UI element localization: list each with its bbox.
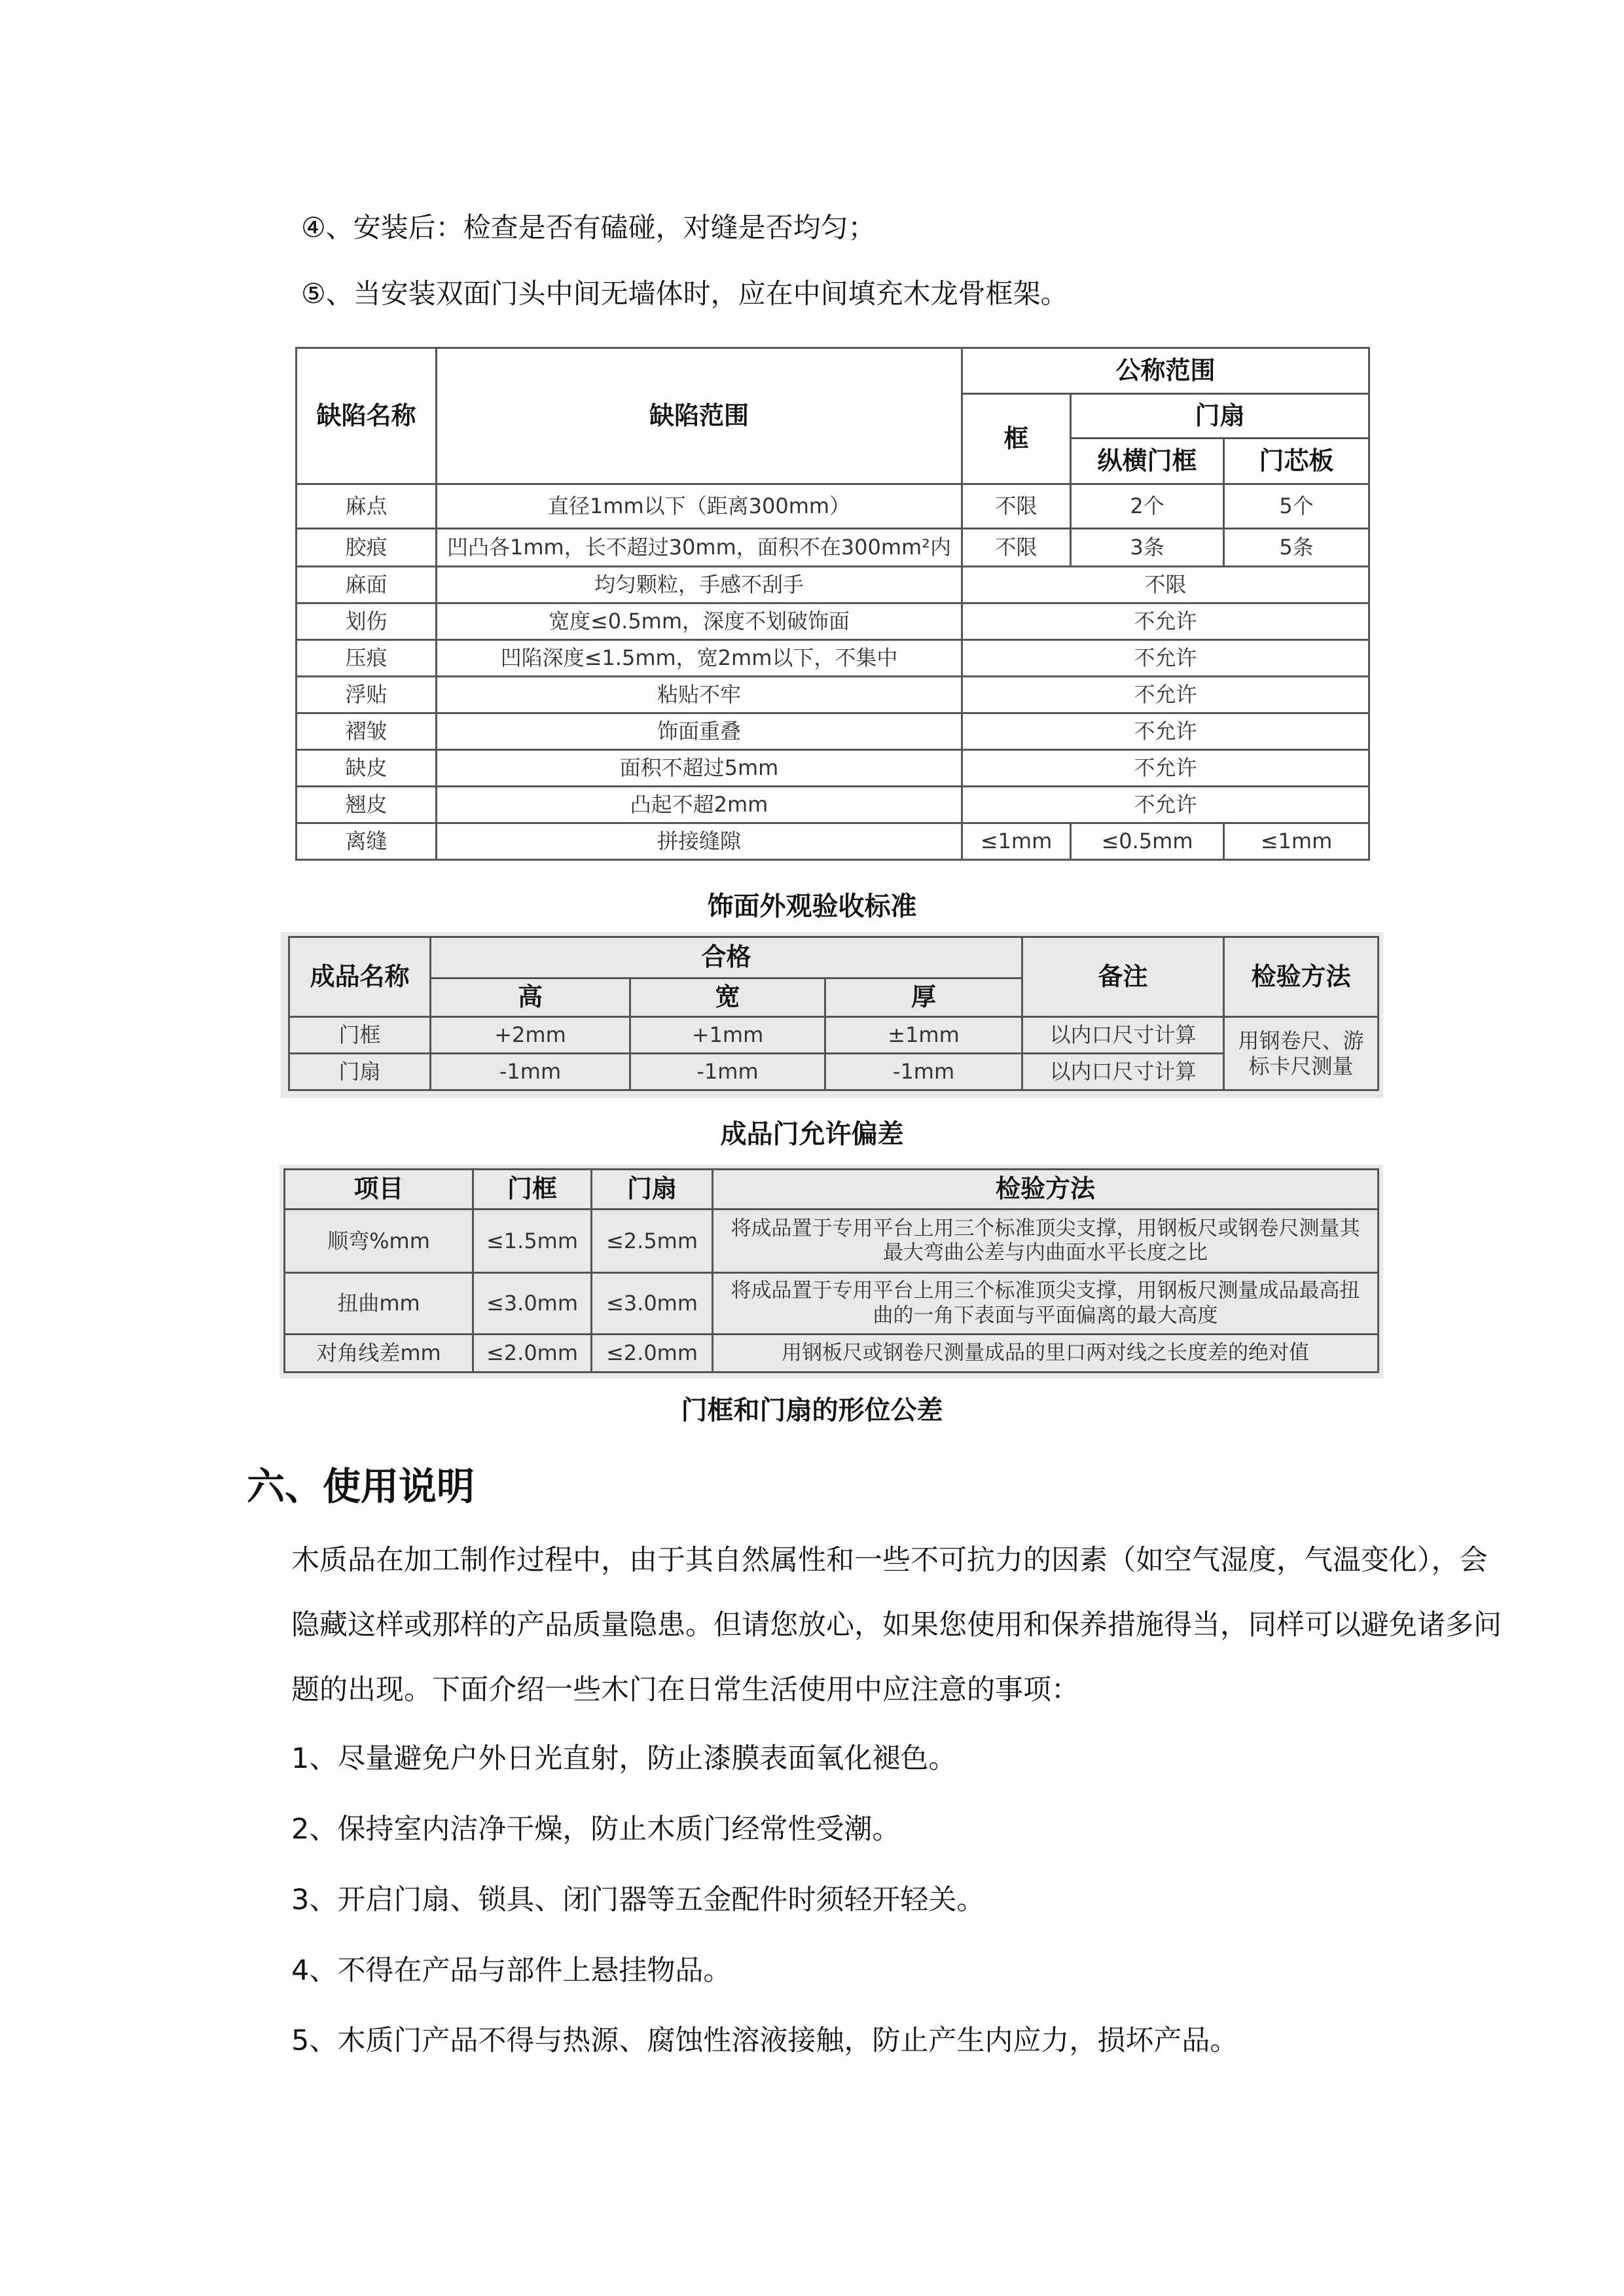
table-cell: 用钢卷尺、游标卡尺测量: [1224, 1017, 1379, 1090]
header-cell: 框: [962, 394, 1071, 484]
table-cell: 粘贴不牢: [437, 677, 962, 713]
header-cell: 宽: [630, 978, 825, 1017]
table-row: [297, 750, 1369, 787]
header-cell: 门芯板: [1224, 439, 1369, 484]
list-item: 1、尽量避免户外日光直射，防止漆膜表面氧化褪色。: [291, 1742, 957, 1775]
table-cell: 褶皱: [297, 713, 437, 750]
table-cell: -1mm: [431, 1054, 630, 1090]
list-item: 5、木质门产品不得与热源、腐蚀性溶液接触，防止产生内应力，损坏产品。: [291, 2024, 1238, 2057]
table-row: [297, 567, 1369, 603]
table-cell: 不允许: [962, 713, 1369, 750]
header-cell: 高: [431, 978, 630, 1017]
table-row: [297, 713, 1369, 750]
table3-caption: 门框和门扇的形位公差: [681, 1395, 943, 1426]
table-cell: ≤3.0mm: [473, 1273, 592, 1335]
table-cell: 浮贴: [297, 677, 437, 713]
header-cell: 缺陷名称: [297, 348, 437, 484]
header-cell: 厚: [825, 978, 1022, 1017]
paragraph-line: 题的出现。下面介绍一些木门在日常生活使用中应注意的事项：: [291, 1674, 1079, 1706]
door-tolerance-table: [288, 936, 1379, 1091]
table-cell: 门框: [289, 1017, 431, 1054]
table-cell: 麻点: [297, 484, 437, 529]
table-cell: 均匀颗粒，手感不刮手: [437, 567, 962, 603]
paragraph-line: 木质品在加工制作过程中，由于其自然属性和一些不可抗力的因素（如空气湿度，气温变化），会: [291, 1544, 1488, 1577]
table-row: [297, 823, 1369, 860]
table-cell: 不限: [962, 529, 1071, 567]
table-cell: 不限: [962, 567, 1369, 603]
table-cell: 胶痕: [297, 529, 437, 567]
header-cell: 检验方法: [713, 1170, 1379, 1210]
header-row: [297, 348, 1369, 394]
table-cell: 直径1mm以下（距离300mm）: [437, 484, 962, 529]
table-row: [289, 1017, 1379, 1054]
table-cell: 对角线差mm: [285, 1335, 473, 1372]
header-row: [285, 1170, 1379, 1210]
table-cell: 凸起不超2mm: [437, 787, 962, 823]
table-cell: ≤2.0mm: [592, 1335, 713, 1372]
table-cell: 缺皮: [297, 750, 437, 787]
table1-caption: 饰面外观验收标准: [707, 891, 917, 922]
table-row: [285, 1210, 1379, 1273]
table-cell: 划伤: [297, 603, 437, 640]
table-row: [285, 1273, 1379, 1335]
table-cell: 不允许: [962, 750, 1369, 787]
header-cell: 缺陷范围: [437, 348, 962, 484]
table-row: [297, 640, 1369, 677]
table-cell: ≤2.0mm: [473, 1335, 592, 1372]
table-row: [289, 1054, 1379, 1090]
table-cell: +1mm: [630, 1017, 825, 1054]
list-item: 4、不得在产品与部件上悬挂物品。: [291, 1954, 732, 1987]
table-cell: 以内口尺寸计算: [1022, 1054, 1224, 1090]
table-cell: 以内口尺寸计算: [1022, 1017, 1224, 1054]
table-cell: 不允许: [962, 640, 1369, 677]
table-cell: 面积不超过5mm: [437, 750, 962, 787]
header-cell: 门扇: [1071, 394, 1369, 439]
table-row: [285, 1335, 1379, 1372]
header-cell: 门框: [473, 1170, 592, 1210]
table-cell: ≤1.5mm: [473, 1210, 592, 1273]
table-cell: -1mm: [630, 1054, 825, 1090]
table-cell: 麻面: [297, 567, 437, 603]
table-cell: 3条: [1071, 529, 1224, 567]
paragraph-line: 隐藏这样或那样的产品质量隐患。但请您放心，如果您使用和保养措施得当，同样可以避免诸多问: [291, 1609, 1502, 1641]
table-cell: ≤1mm: [1224, 823, 1369, 860]
table2-caption: 成品门允许偏差: [720, 1119, 904, 1149]
table-cell: 压痕: [297, 640, 437, 677]
list-item: 2、保持室内洁净干燥，防止木质门经常性受潮。: [291, 1813, 901, 1846]
table-cell: ±1mm: [825, 1017, 1022, 1054]
table-cell: +2mm: [431, 1017, 630, 1054]
table-cell: 翘皮: [297, 787, 437, 823]
table-row: [297, 529, 1369, 567]
table-cell: 门扇: [289, 1054, 431, 1090]
table-cell: ≤1mm: [962, 823, 1071, 860]
table-cell: 凹陷深度≤1.5mm，宽2mm以下，不集中: [437, 640, 962, 677]
table-cell: 5条: [1224, 529, 1369, 567]
header-cell: 门扇: [592, 1170, 713, 1210]
header-cell: 项目: [285, 1170, 473, 1210]
form-tolerance-table: [283, 1168, 1379, 1373]
header-row: [289, 937, 1379, 978]
table-cell: 扭曲mm: [285, 1273, 473, 1335]
header-cell: 检验方法: [1224, 937, 1379, 1017]
table-cell: -1mm: [825, 1054, 1022, 1090]
header-cell: 成品名称: [289, 937, 431, 1017]
table-cell: 将成品置于专用平台上用三个标准顶尖支撑，用钢板尺或钢卷尺测量其最大弯曲公差与内曲面水平长度之比: [713, 1210, 1379, 1273]
header-cell: 备注: [1022, 937, 1224, 1017]
section-heading: 六、使用说明: [247, 1464, 475, 1509]
table-cell: 凹凸各1mm，长不超过30mm，面积不在300mm²内: [437, 529, 962, 567]
table-cell: 不允许: [962, 677, 1369, 713]
table-cell: ≤0.5mm: [1071, 823, 1224, 860]
table-cell: 饰面重叠: [437, 713, 962, 750]
intro-line-2: ⑤、当安装双面门头中间无墙体时，应在中间填充木龙骨框架。: [301, 278, 1068, 310]
table-cell: ≤2.5mm: [592, 1210, 713, 1273]
table-row: [297, 787, 1369, 823]
table-cell: 用钢板尺或钢卷尺测量成品的里口两对线之长度差的绝对值: [713, 1335, 1379, 1372]
intro-line-1: ④、安装后：检查是否有磕碰，对缝是否均匀；: [301, 211, 876, 243]
table-cell: 5个: [1224, 484, 1369, 529]
table-row: [297, 677, 1369, 713]
table-cell: 宽度≤0.5mm，深度不划破饰面: [437, 603, 962, 640]
table-cell: 顺弯%mm: [285, 1210, 473, 1273]
table-cell: 不限: [962, 484, 1071, 529]
table-cell: 不允许: [962, 787, 1369, 823]
table-cell: 离缝: [297, 823, 437, 860]
table-cell: 将成品置于专用平台上用三个标准顶尖支撑，用钢板尺测量成品最高扭曲的一角下表面与平面偏离的最大高度: [713, 1273, 1379, 1335]
table-cell: ≤3.0mm: [592, 1273, 713, 1335]
table-cell: 不允许: [962, 603, 1369, 640]
table-row: [297, 484, 1369, 529]
defect-standard-table: [295, 347, 1370, 861]
header-cell: 纵横门框: [1071, 439, 1224, 484]
header-cell: 合格: [431, 937, 1022, 978]
table-cell: 拼接缝隙: [437, 823, 962, 860]
list-item: 3、开启门扇、锁具、闭门器等五金配件时须轻开轻关。: [291, 1884, 985, 1916]
table-row: [297, 603, 1369, 640]
header-cell: 公称范围: [962, 348, 1369, 394]
table-cell: 2个: [1071, 484, 1224, 529]
